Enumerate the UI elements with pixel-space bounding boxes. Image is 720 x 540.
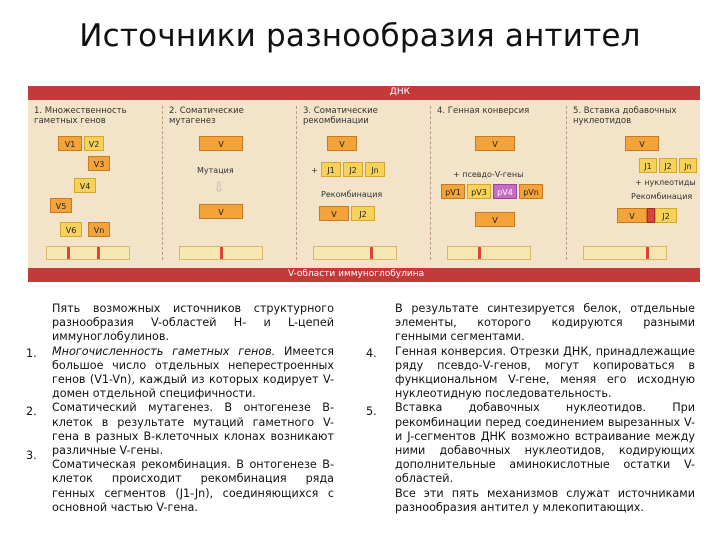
seg-jn: Jn xyxy=(679,158,697,173)
figure-top-band xyxy=(28,86,700,100)
seg-jn: Jn xyxy=(365,162,385,177)
seg-v-converted: V xyxy=(475,212,515,227)
nucleotides-label: + нуклеотиды xyxy=(635,178,696,187)
seg-v: V xyxy=(475,136,515,151)
seg-v: V xyxy=(625,136,659,151)
panel-4-result-bar xyxy=(447,246,531,260)
seg-v: V xyxy=(327,136,357,151)
seg-j2-recombined: J2 xyxy=(351,206,375,221)
seg-j1: J1 xyxy=(321,162,341,177)
seg-v: V xyxy=(199,136,243,151)
v-regions-label: V-области иммуноглобулина xyxy=(288,269,425,279)
panel-2 xyxy=(162,106,295,260)
panel-1-head: 1. Множественность гаметных генов xyxy=(34,106,127,126)
recombination-label: Рекомбинация xyxy=(631,192,693,201)
left-intro: Пять возможных источников структурного разнообразия V-областей H- и L-цепей иммуноглобулинов. xyxy=(52,302,334,344)
panel-1-result-bar xyxy=(46,246,130,260)
left-item-1 xyxy=(52,345,334,402)
seg-j1: J1 xyxy=(639,158,657,173)
seg-v5: V5 xyxy=(50,198,72,213)
item-1-number: 1. xyxy=(26,347,37,360)
seg-j2: J2 xyxy=(659,158,677,173)
seg-v-mutated: V xyxy=(199,204,243,219)
panel-2-result-bar xyxy=(179,246,263,260)
left-item-2: Соматический мутагенез. В онтогенезе В-клеток в результате мутаций гаметного V-гена в разных В-клеточных клонах возникают различные V-гены. xyxy=(52,401,334,458)
left-text-column xyxy=(52,302,334,515)
panel-3-head: 3. Соматические рекомбинации xyxy=(303,106,378,126)
right-text-column xyxy=(395,302,695,515)
panel-5-head: 5. Вставка добавочных нуклеотидов xyxy=(573,106,677,126)
item-2-number: 2. xyxy=(26,405,37,418)
panel-2-head: 2. Соматические мутагенез xyxy=(169,106,244,126)
seg-pvn: pVn xyxy=(519,184,543,199)
right-intro: В результате синтезируется белок, отдельные элементы, которого кодируются разными генными сегментами. xyxy=(395,302,695,344)
left-item-3: Соматическая рекомбинация. В онтогенезе В-клеток происходит рекомбинация ряда генных сегментов (J1-Jn), соединяющихся с основной частью V-гена. xyxy=(52,458,334,514)
seg-v1: V1 xyxy=(58,136,82,151)
seg-v4: V4 xyxy=(74,178,96,193)
seg-j2: J2 xyxy=(343,162,363,177)
seg-pv1: pV1 xyxy=(441,184,465,199)
seg-inserted-nucleotides xyxy=(647,208,655,223)
panel-5-result-bar xyxy=(583,246,667,260)
seg-pv3: pV3 xyxy=(467,184,491,199)
item-1-lead: Многочисленность гаметных генов. xyxy=(52,344,276,358)
panel-4-head: 4. Генная конверсия xyxy=(437,106,530,116)
arrow-down-icon: ⇩ xyxy=(213,180,225,196)
seg-vn: Vn xyxy=(88,222,110,237)
panel-5 xyxy=(566,106,701,260)
recombination-label: Рекомбинация xyxy=(321,190,383,199)
right-item-4: Генная конверсия. Отрезки ДНК, принадлежащие ряду псевдо-V-генов, могут копироваться в функциональном V-гене, меняя его исходную нуклеотидную последовательность. xyxy=(395,344,695,401)
item-3-number: 3. xyxy=(26,449,37,462)
seg-v6: V6 xyxy=(60,222,82,237)
seg-v3: V3 xyxy=(88,156,110,171)
slide-title: Источники разнообразия антител xyxy=(79,18,641,54)
seg-v2: V2 xyxy=(84,136,104,151)
seg-j2-joined: J2 xyxy=(655,208,677,223)
item-1-text: Имеется большое число отдельных неперестроенных генов (V1-Vn), каждый из которых кодирует V-домен отдельной специфичности. xyxy=(52,344,334,401)
right-item-5: Вставка добавочных нуклеотидов. При рекомбинации перед соединением вырезанных V- и J-сегментов ДНК возможно встраивание между ними добавочных нуклеотидов, кодирующих дополнительные аминокислотные остатки V-областей. xyxy=(395,401,695,486)
figure-bottom-band xyxy=(28,268,700,282)
mutation-label: Мутация xyxy=(197,166,234,175)
seg-v-recombined: V xyxy=(319,206,349,221)
item-5-number: 5. xyxy=(366,405,377,418)
dna-label: ДНК xyxy=(389,87,410,97)
panel-3: 3. Соматические рекомбинации V + J1 J2 Jn Рекомбинация V J2 xyxy=(296,106,429,260)
seg-pv4: pV4 xyxy=(493,184,517,199)
pseudo-v-label: + псевдо-V-гены xyxy=(453,170,524,179)
right-outro: Все эти пять механизмов служат источниками разнообразия антител у млекопитающих. xyxy=(395,486,695,514)
panel-4 xyxy=(430,106,565,260)
seg-v-joined: V xyxy=(617,208,647,223)
item-4-number: 4. xyxy=(366,347,377,360)
panel-1 xyxy=(28,106,160,260)
diversity-figure xyxy=(28,86,700,282)
panel-3-result-bar xyxy=(313,246,397,260)
